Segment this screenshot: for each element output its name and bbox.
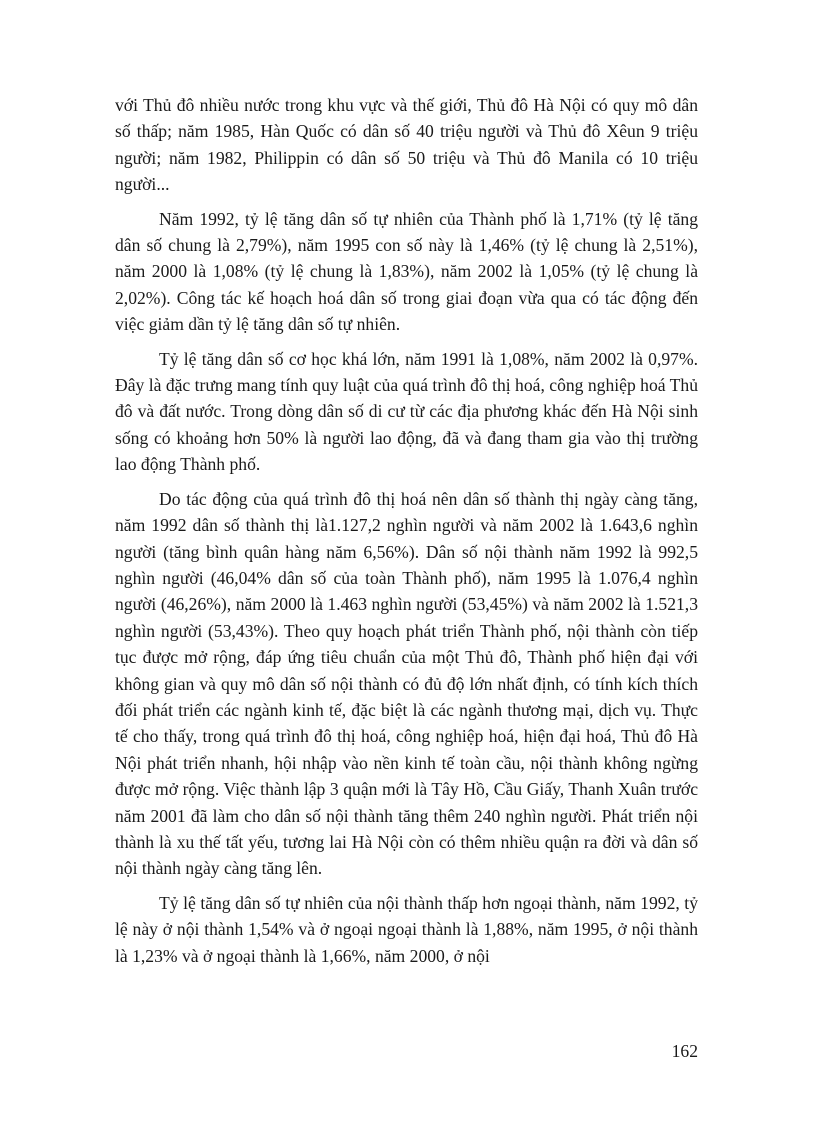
paragraph-urbanization: Do tác động của quá trình đô thị hoá nên dân số thành thị ngày càng tăng, năm 1992 dân số thành thị là1.127,2 nghìn người và năm 2002 là 1.643,6 nghìn người (tăng bình quân hàng năm 6,56%). Dân số nội thành năm 1992 là 992,5 nghìn người (46,04% dân số của toàn Thành phố), năm 1995 là 1.076,4 nghìn người (46,26%), năm 2000 là 1.463 nghìn người (53,45%) và năm 2002 là 1.521,3 nghìn người (53,43%). Theo quy hoạch phát triển Thành phố, nội thành còn tiếp tục được mở rộng, đáp ứng tiêu chuẩn của một Thủ đô, Thành phố hiện đại với không gian và quy mô dân số nội thành có đủ độ lớn nhất định, có tính kích thích đối phát triển các ngành kinh tế, đặc biệt là các ngành thương mại, dịch vụ. Thực tế cho thấy, trong quá trình đô thị hoá, công nghiệp hoá, hiện đại hoá, Thủ đô Hà Nội phát triển nhanh, hội nhập vào nền kinh tế toàn cầu, nội thành không ngừng được mở rộng. Việc thành lập 3 quận mới là Tây Hồ, Cầu Giấy, Thanh Xuân trước năm 2001 đã làm cho dân số nội thành tăng thêm 240 nghìn người. Phát triển nội thành là xu thế tất yếu, tương lai Hà Nội còn có thêm nhiều quận ra đời và dân số nội thành ngày càng tăng lên. — [115, 488, 698, 879]
paragraph-migration-growth: Tỷ lệ tăng dân số cơ học khá lớn, năm 1991 là 1,08%, năm 2002 là 0,97%. Đây là đặc trưng mang tính quy luật của quá trình đô thị hoá, công nghiệp hoá Thủ đô và đất nước. Trong dòng dân số di cư từ các địa phương khác đến Hà Nội sinh sống có khoảng hơn 50% là người lao động, đã và đang tham gia vào thị trường lao động Thành phố. — [115, 348, 698, 475]
page-body — [115, 92, 698, 969]
paragraph-natural-growth: Năm 1992, tỷ lệ tăng dân số tự nhiên của Thành phố là 1,71% (tỷ lệ tăng dân số chung là 2,79%), năm 1995 con số này là 1,46% (tỷ lệ chung là 2,51%), năm 2000 là 1,08% (tỷ lệ chung là 1,83%), năm 2002 là 1,05% (tỷ lệ chung là 2,02%). Công tác kế hoạch hoá dân số trong giai đoạn vừa qua có tác động đến việc giảm dần tỷ lệ tăng dân số tự nhiên. — [115, 208, 698, 335]
paragraph-continuation: với Thủ đô nhiều nước trong khu vực và thế giới, Thủ đô Hà Nội có quy mô dân số thấp; năm 1985, Hàn Quốc có dân số 40 triệu người và Thủ đô Xêun 9 triệu người; năm 1982, Philippin có dân số 50 triệu và Thủ đô Manila có 10 triệu người... — [115, 95, 698, 195]
page-number: 162 — [671, 1041, 698, 1061]
paragraph-urban-rural-rates: Tỷ lệ tăng dân số tự nhiên của nội thành thấp hơn ngoại thành, năm 1992, tỷ lệ này ở nội thành 1,54% và ở ngoại ngoại thành là 1,88%, năm 1995, ở nội thành là 1,23% và ở ngoại thành là 1,66%, năm 2000, ở nội — [115, 892, 698, 966]
